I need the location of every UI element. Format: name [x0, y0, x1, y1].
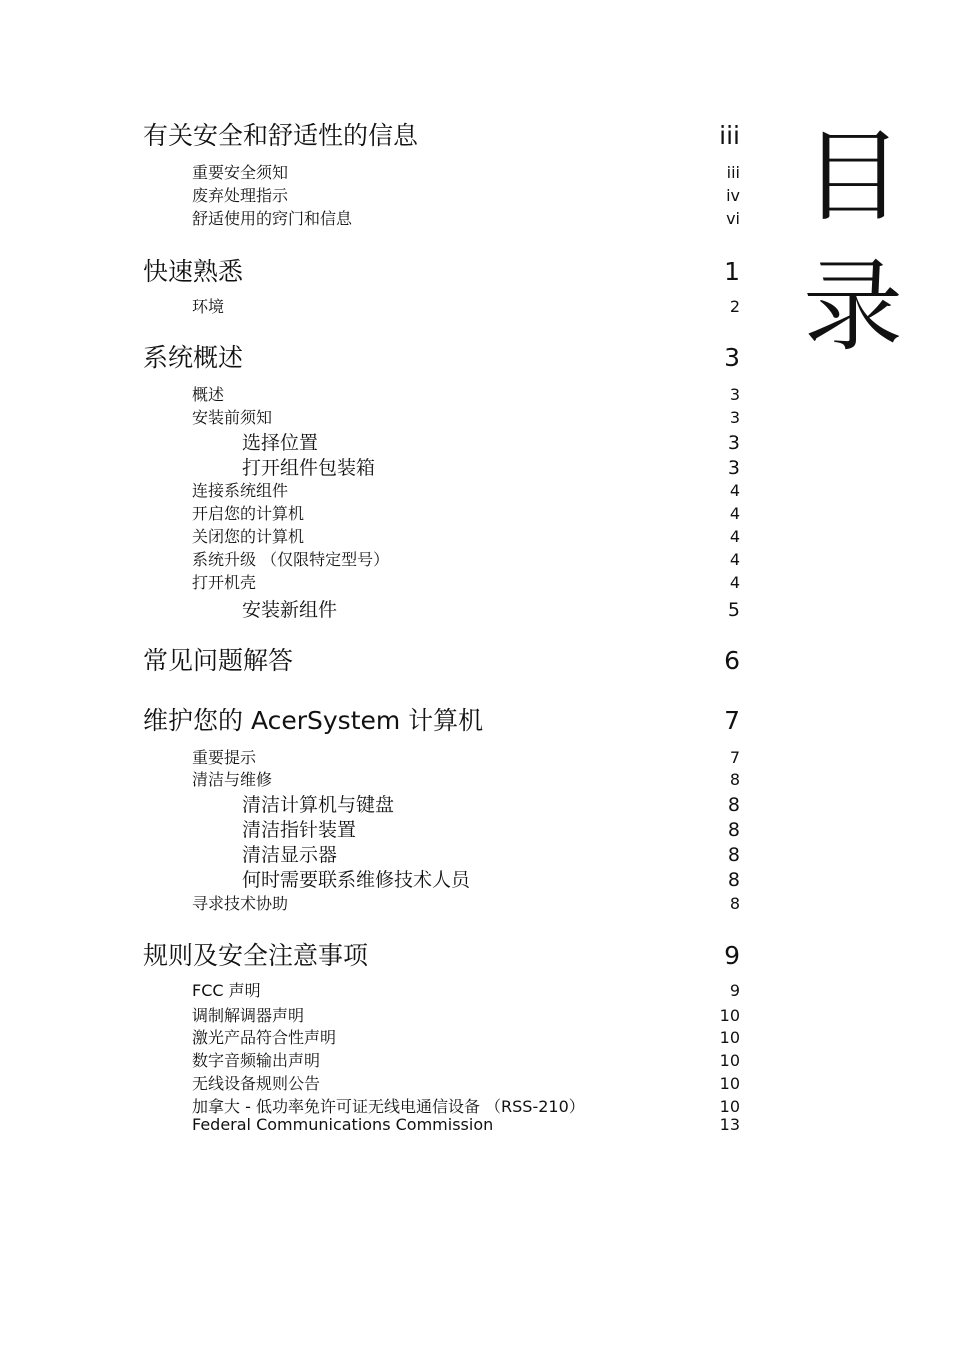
toc-entry-title: 加拿大 - 低功率免许可证无线电通信设备 （RSS-210）: [192, 1097, 585, 1116]
toc-entry-level-3[interactable]: [143, 453, 740, 480]
toc-entry-level-2[interactable]: [143, 547, 740, 570]
toc-entry-level-2[interactable]: [143, 206, 740, 229]
toc-entry-level-3[interactable]: [143, 428, 740, 455]
toc-entry-title: 环境: [192, 297, 225, 316]
toc-entry-page: 5: [727, 599, 740, 621]
toc-entry-title: 重要提示: [192, 748, 257, 767]
toc-entry-level-1[interactable]: [143, 252, 740, 288]
toc-entry-page: 3: [724, 343, 740, 372]
toc-entry-title: 系统概述: [143, 343, 244, 372]
toc-entry-level-2[interactable]: [143, 405, 740, 428]
toc-entry-level-2[interactable]: [143, 767, 740, 790]
toc-entry-title: 规则及安全注意事项: [143, 941, 369, 970]
toc-entry-page: 10: [719, 1006, 740, 1025]
toc-entry-level-1[interactable]: [143, 701, 740, 737]
toc-entry-title: 安装前须知: [192, 408, 273, 427]
toc-entry-title: 快速熟悉: [143, 257, 244, 286]
toc-entry-title: 打开机壳: [192, 573, 257, 592]
toc-entry-page: 4: [729, 504, 740, 523]
toc-entry-title: 系统升级 （仅限特定型号）: [192, 550, 390, 569]
toc-entry-title: 概述: [192, 385, 225, 404]
toc-entry-page: iv: [726, 186, 740, 205]
toc-entry-title: 舒适使用的窍门和信息: [192, 209, 353, 228]
toc-entry-title: 常见问题解答: [143, 646, 294, 675]
toc-entry-title: 清洁显示器: [242, 844, 338, 866]
toc-entry-page: iii: [726, 163, 740, 182]
toc-entry-title: 开启您的计算机: [192, 504, 305, 523]
toc-entry-page: 10: [719, 1074, 740, 1093]
toc-entry-title: 安装新组件: [242, 599, 338, 621]
toc-entry-level-2[interactable]: [143, 524, 740, 547]
toc-entry-level-3[interactable]: [143, 865, 740, 892]
toc-entry-page: 3: [729, 385, 740, 404]
toc-entry-title: 关闭您的计算机: [192, 527, 305, 546]
toc-entry-level-1[interactable]: [143, 641, 740, 677]
toc-entry-level-2[interactable]: [143, 891, 740, 914]
toc-entry-title: 选择位置: [242, 432, 319, 454]
toc-entry-page: 7: [729, 748, 740, 767]
toc-entry-title: 废弃处理指示: [192, 186, 289, 205]
toc-entry-level-2[interactable]: [143, 501, 740, 524]
toc-entry-page: 6: [724, 646, 740, 675]
toc-entry-level-2[interactable]: [143, 294, 740, 317]
toc-entry-page: 4: [729, 481, 740, 500]
toc-entry-title: 连接系统组件: [192, 481, 289, 500]
toc-entry-title: 何时需要联系维修技术人员: [242, 869, 471, 891]
toc-entry-level-2[interactable]: [143, 478, 740, 501]
toc-entry-page: 9: [724, 941, 740, 970]
toc-entry-title: 有关安全和舒适性的信息: [143, 121, 419, 150]
toc-entry-title: 寻求技术协助: [192, 894, 289, 913]
toc-entry-page: 1: [724, 257, 740, 286]
toc-entry-title: 无线设备规则公告: [192, 1074, 321, 1093]
toc-entry-level-1[interactable]: [143, 116, 740, 152]
toc-entry-level-2[interactable]: [143, 160, 740, 183]
toc-entry-level-1[interactable]: [143, 936, 740, 972]
toc-entry-page: iii: [719, 121, 740, 150]
toc-entry-page: 8: [727, 819, 740, 841]
toc-entry-page: 4: [729, 527, 740, 546]
toc-entry-title: 打开组件包装箱: [242, 457, 376, 479]
toc-entry-level-2[interactable]: [143, 1003, 740, 1026]
toc-entry-level-2[interactable]: [143, 1094, 740, 1117]
toc-entry-title: 激光产品符合性声明: [192, 1028, 337, 1047]
toc-entry-title: 数字音频输出声明: [192, 1051, 321, 1070]
toc-entry-title: 维护您的 AcerSystem 计算机: [143, 706, 484, 735]
toc-entry-page: 8: [727, 869, 740, 891]
toc-entry-page: 7: [724, 706, 740, 735]
toc-entry-title: 清洁指针装置: [242, 819, 357, 841]
toc-entry-page: 3: [727, 432, 740, 454]
toc-entry-level-2[interactable]: [143, 382, 740, 405]
toc-entry-title: Federal Communications Commission: [192, 1115, 494, 1134]
toc-entry-page: 13: [719, 1115, 740, 1134]
toc-entry-title: 重要安全须知: [192, 163, 289, 182]
toc-entry-title: 清洁与维修: [192, 770, 273, 789]
toc-entry-page: 8: [729, 894, 740, 913]
toc-entry-page: 8: [727, 844, 740, 866]
toc-entry-level-3[interactable]: [143, 815, 740, 842]
toc-entry-level-3[interactable]: [143, 595, 740, 622]
side-title-char: 录: [803, 248, 903, 365]
toc-entry-page: 4: [729, 550, 740, 569]
toc-entry-page: 10: [719, 1051, 740, 1070]
toc-entry-page: 3: [729, 408, 740, 427]
toc-entry-page: 9: [729, 981, 740, 1000]
toc-entry-page: 10: [719, 1028, 740, 1047]
toc-entry-level-1[interactable]: [143, 338, 740, 374]
side-title-char: 目: [803, 118, 903, 235]
toc-entry-title: 清洁计算机与键盘: [242, 794, 395, 816]
toc-entry-level-2[interactable]: [143, 745, 740, 768]
toc-entry-level-2[interactable]: [143, 570, 740, 593]
toc-entry-page: 8: [727, 794, 740, 816]
toc-entry-level-2[interactable]: [143, 1025, 740, 1048]
toc-entry-level-2[interactable]: [143, 1115, 740, 1134]
toc-entry-page: 2: [729, 297, 740, 316]
toc-entry-page: vi: [726, 209, 740, 228]
toc-entry-level-3[interactable]: [143, 840, 740, 867]
toc-entry-title: FCC 声明: [192, 981, 261, 1000]
side-title: [798, 112, 908, 372]
toc-entry-level-2[interactable]: [143, 978, 740, 1001]
toc-entry-level-3[interactable]: [143, 790, 740, 817]
toc-entry-page: 4: [729, 573, 740, 592]
toc-entry-level-2[interactable]: [143, 183, 740, 206]
toc-entry-page: 8: [729, 770, 740, 789]
toc-entry-level-2[interactable]: [143, 1048, 740, 1071]
toc-entry-page: 10: [719, 1097, 740, 1116]
toc-entry-title: 调制解调器声明: [192, 1006, 305, 1025]
toc-entry-level-2[interactable]: [143, 1071, 740, 1094]
toc-entry-page: 3: [727, 457, 740, 479]
